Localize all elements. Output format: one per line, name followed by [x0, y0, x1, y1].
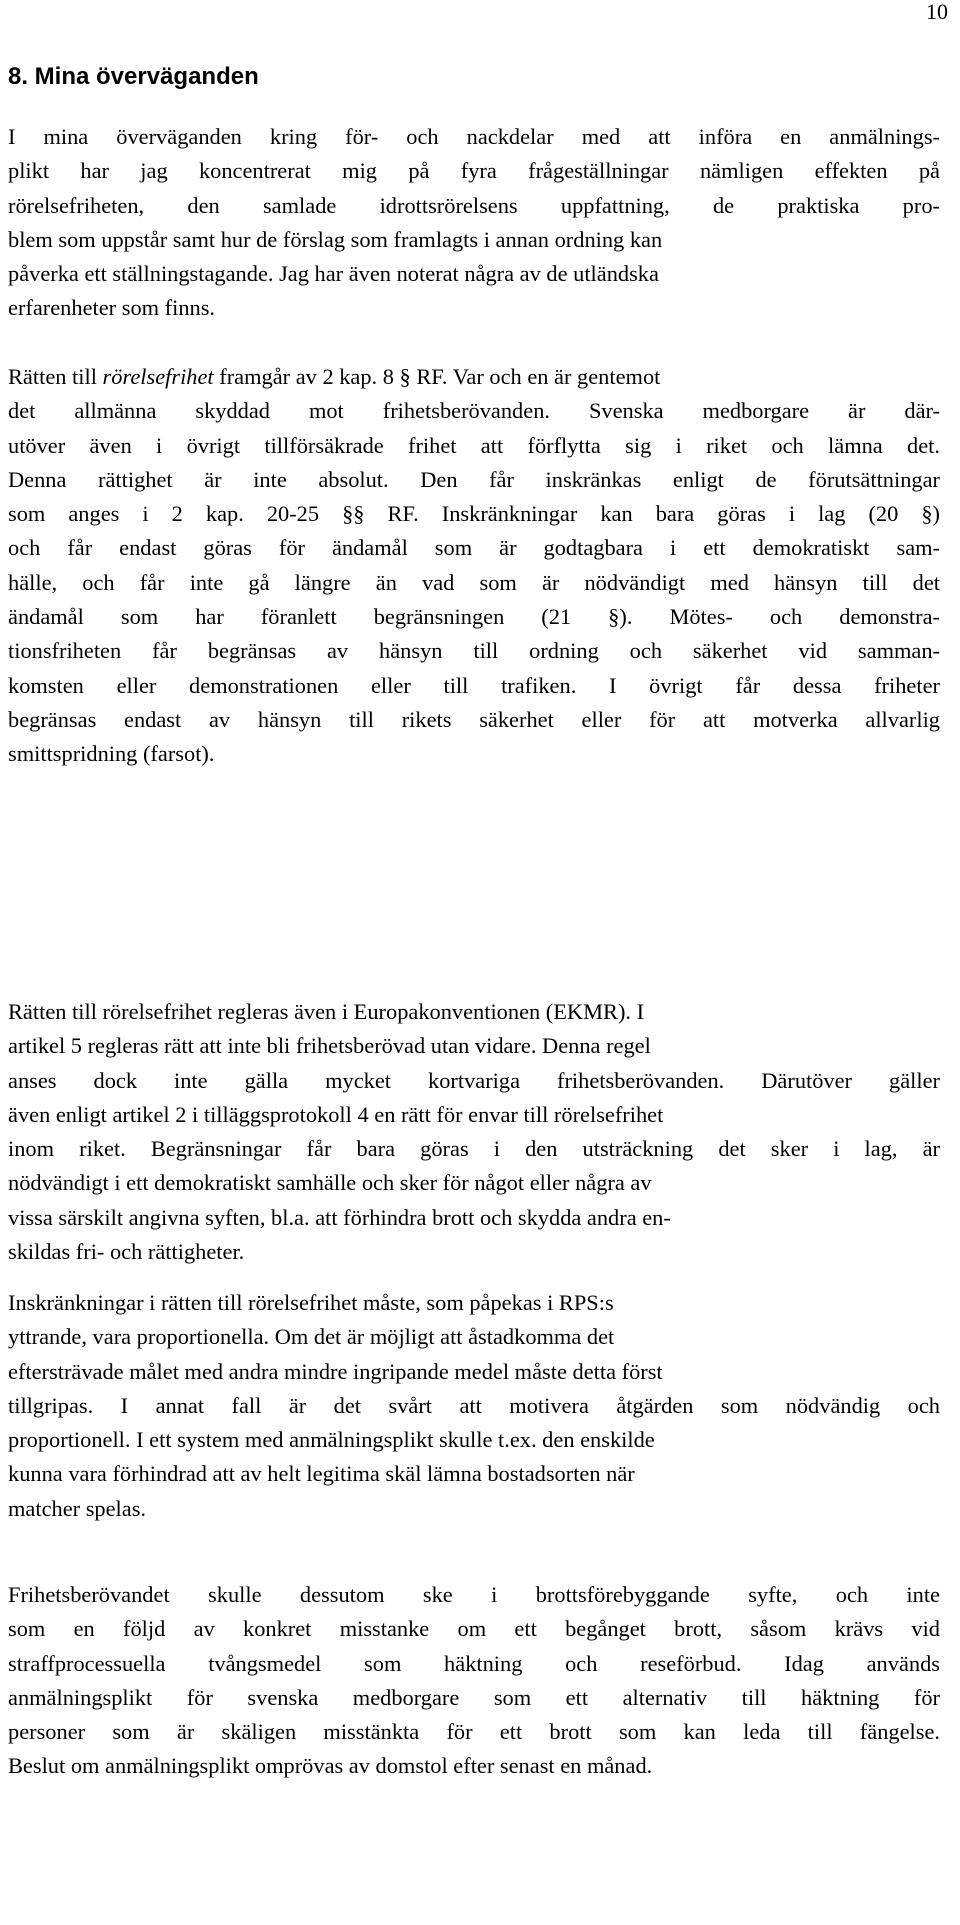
text-line: nödvändigt i ett demokratiskt samhälle och sker för något eller några av	[8, 1170, 652, 1196]
text-line: ändamål som har föranlett begränsningen (21 §). Mötes- och demonstra-	[8, 604, 940, 630]
text-line	[8, 360, 940, 394]
text-line: erfarenheter som finns.	[8, 295, 216, 321]
text-line: Inskränkningar i rätten till rörelsefrihet måste, som påpekas i RPS:s	[8, 1290, 614, 1315]
text-line: Denna rättighet är inte absolut. Den får inskränkas enligt de förutsättningar	[8, 466, 940, 492]
text-line: smittspridning (farsot).	[8, 741, 215, 767]
text-line: vissa särskilt angivna syften, bl.a. att förhindra brott och skydda andra en-	[8, 1204, 671, 1230]
text-line: inom riket. Begränsningar får bara göras i den utsträckning det sker i lag, är	[8, 1136, 940, 1162]
text-line: komsten eller demonstrationen eller till trafiken. I övrigt får dessa friheter	[8, 672, 940, 698]
text-line: anses dock inte gälla mycket kortvariga frihetsberövanden. Därutöver gäller	[8, 1067, 940, 1093]
text-line: plikt har jag koncentrerat mig på fyra frågeställningar nämligen effekten på	[8, 158, 940, 184]
paragraph-preventive-deprivation	[8, 1578, 940, 1784]
text-line: I mina överväganden kring för- och nackdelar med att införa en anmälnings-	[8, 124, 940, 149]
text-line: kunna vara förhindrad att av helt legitima skäl lämna bostadsorten när	[8, 1461, 635, 1487]
text-line: som anges i 2 kap. 20-25 §§ RF. Inskränkningar kan bara göras i lag (20 §)	[8, 501, 940, 527]
section-heading: 8. Mina överväganden	[8, 63, 259, 90]
text-line: proportionell. I ett system med anmälningsplikt skulle t.ex. den enskilde	[8, 1427, 655, 1453]
page-number: 10	[926, 0, 948, 24]
text-line: hälle, och får inte gå längre än vad som är nödvändigt med hänsyn till det	[8, 569, 940, 595]
text-line: rörelsefriheten, den samlade idrottsrörelsens uppfattning, de praktiska pro-	[8, 192, 940, 218]
paragraph-freedom-of-movement-ekmr	[8, 995, 940, 1269]
text-line: Beslut om anmälningsplikt omprövas av domstol efter senast en månad.	[8, 1753, 653, 1779]
text-line: personer som är skäligen misstänkta för ett brott som kan leda till fängelse.	[8, 1719, 940, 1745]
text-segment: framgår av 2 kap. 8 § RF. Var och en är gentemot	[213, 364, 661, 389]
text-line: tionsfriheten får begränsas av hänsyn till ordning och säkerhet vid samman-	[8, 638, 940, 664]
text-line: yttrande, vara proportionella. Om det är möjligt att åstadkomma det	[8, 1324, 615, 1350]
text-line: artikel 5 regleras rätt att inte bli frihetsberövad utan vidare. Denna regel	[8, 1033, 651, 1059]
text-line: matcher spelas.	[8, 1495, 147, 1521]
text-line: även enligt artikel 2 i tilläggsprotokoll 4 en rätt för envar till rörelsefrihet	[8, 1101, 664, 1127]
text-line: utöver även i övrigt tillförsäkrade frihet att förflytta sig i riket och lämna det.	[8, 432, 940, 458]
text-line: och får endast göras för ändamål som är godtagbara i ett demokratiskt sam-	[8, 535, 940, 561]
text-line: straffprocessuella tvångsmedel som häktning och reseförbud. Idag används	[8, 1650, 940, 1676]
emphasized-term: rörelsefrihet	[102, 364, 214, 389]
text-segment: Rätten till	[8, 364, 103, 389]
text-line: eftersträvade målet med andra mindre ingripande medel måste detta först	[8, 1358, 663, 1384]
text-line: Frihetsberövandet skulle dessutom ske i brottsförebyggande syfte, och inte	[8, 1582, 940, 1607]
text-line: det allmänna skyddad mot frihetsberövanden. Svenska medborgare är där-	[8, 398, 940, 424]
text-line: begränsas endast av hänsyn till rikets säkerhet eller för att motverka allvarlig	[8, 706, 940, 732]
text-line: blem som uppstår samt hur de förslag som framlagts i annan ordning kan	[8, 226, 663, 252]
text-line: påverka ett ställningstagande. Jag har även noterat några av de utländska	[8, 261, 659, 287]
text-line: anmälningsplikt för svenska medborgare som ett alternativ till häktning för	[8, 1684, 940, 1710]
text-line: tillgripas. I annat fall är det svårt att motivera åtgärden som nödvändig och	[8, 1392, 940, 1418]
paragraph-proportionality	[8, 1286, 940, 1526]
paragraph-freedom-of-movement-rf	[8, 360, 940, 772]
paragraph-considerations-intro	[8, 120, 940, 326]
text-line: Rätten till rörelsefrihet regleras även i Europakonventionen (EKMR). I	[8, 999, 645, 1024]
text-line: skildas fri- och rättigheter.	[8, 1239, 245, 1265]
text-line: som en följd av konkret misstanke om ett begånget brott, såsom krävs vid	[8, 1616, 940, 1642]
